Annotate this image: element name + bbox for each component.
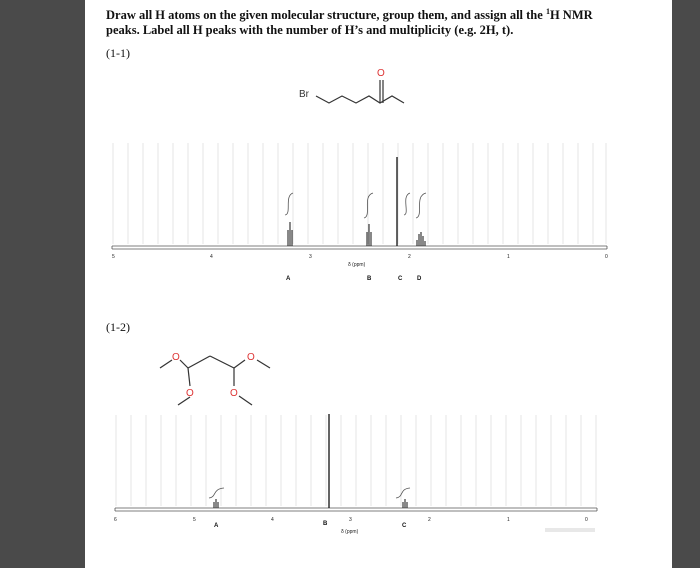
spectrum-1-axis <box>112 246 607 249</box>
molecule-2-atom-o4: O <box>230 388 238 399</box>
spectrum-1-tick-2: 2 <box>408 254 411 260</box>
spectrum-1-tick-0: 0 <box>605 254 608 260</box>
spectrum-1-integrals <box>285 193 426 218</box>
molecule-2-atom-o2: O <box>247 352 255 363</box>
molecule-1-atom-br: Br <box>299 89 309 100</box>
spectrum-1-tick-5: 5 <box>112 254 115 260</box>
spectrum-1-peak-label-A: A <box>286 276 291 282</box>
spectrum-1-tick-3: 3 <box>309 254 312 260</box>
spectrum-2-tick-2: 2 <box>428 517 431 523</box>
question-line1-a: Draw all H atoms on the given molecular structure, group them, and assign all the <box>106 8 546 23</box>
spectrum-2-tick-3: 3 <box>349 517 352 523</box>
peak-D-1 <box>417 232 425 246</box>
problem-2-label: (1-2) <box>106 320 130 334</box>
peak-C-2 <box>403 499 407 508</box>
spectrum-2-peak-label-C: C <box>402 523 407 529</box>
spectrum-2-peak-label-A: A <box>214 523 219 529</box>
spectrum-2-peak-label-B: B <box>323 521 328 527</box>
spectrum-1-grid <box>113 143 606 244</box>
molecule-1-atom-o: O <box>377 68 385 79</box>
spectrum-2-axis <box>115 508 597 511</box>
molecule-2-atom-o1: O <box>172 352 180 363</box>
faint-bar <box>545 528 595 532</box>
spectrum-1-tick-4: 4 <box>210 254 213 260</box>
spectrum-2-tick-0: 0 <box>585 517 588 523</box>
problem-1-label: (1-1) <box>106 46 130 60</box>
question-line1-b: H NMR <box>549 8 593 23</box>
spectrum-2-tick-5: 5 <box>193 517 196 523</box>
spectrum-2-integrals <box>209 488 410 498</box>
spectrum-2-tick-6: 6 <box>114 517 117 523</box>
molecule-2-atom-o3: O <box>186 388 194 399</box>
spectrum-2-tick-1: 1 <box>507 517 510 523</box>
spectrum-2-tick-4: 4 <box>271 517 274 523</box>
molecule-1 <box>316 80 404 103</box>
spectrum-2-xlabel: δ (ppm) <box>341 529 359 535</box>
spectrum-1-peak-label-D: D <box>417 276 422 282</box>
spectrum-1-tick-1: 1 <box>507 254 510 260</box>
spectrum-1-xlabel: δ (ppm) <box>348 262 366 268</box>
question-line2: peaks. Label all H peaks with the number of H’s and multiplicity (e.g. 2H, t). <box>106 23 514 38</box>
peak-A-1 <box>288 222 292 246</box>
spectrum-1-peaks <box>288 157 425 246</box>
question-superscript: 1 <box>545 7 550 16</box>
spectrum-1-peak-label-C: C <box>398 276 403 282</box>
peak-A-2 <box>214 499 218 508</box>
molecule-2 <box>160 356 270 405</box>
spectrum-1-peak-label-B: B <box>367 276 372 282</box>
spectrum-2-grid <box>116 415 596 506</box>
